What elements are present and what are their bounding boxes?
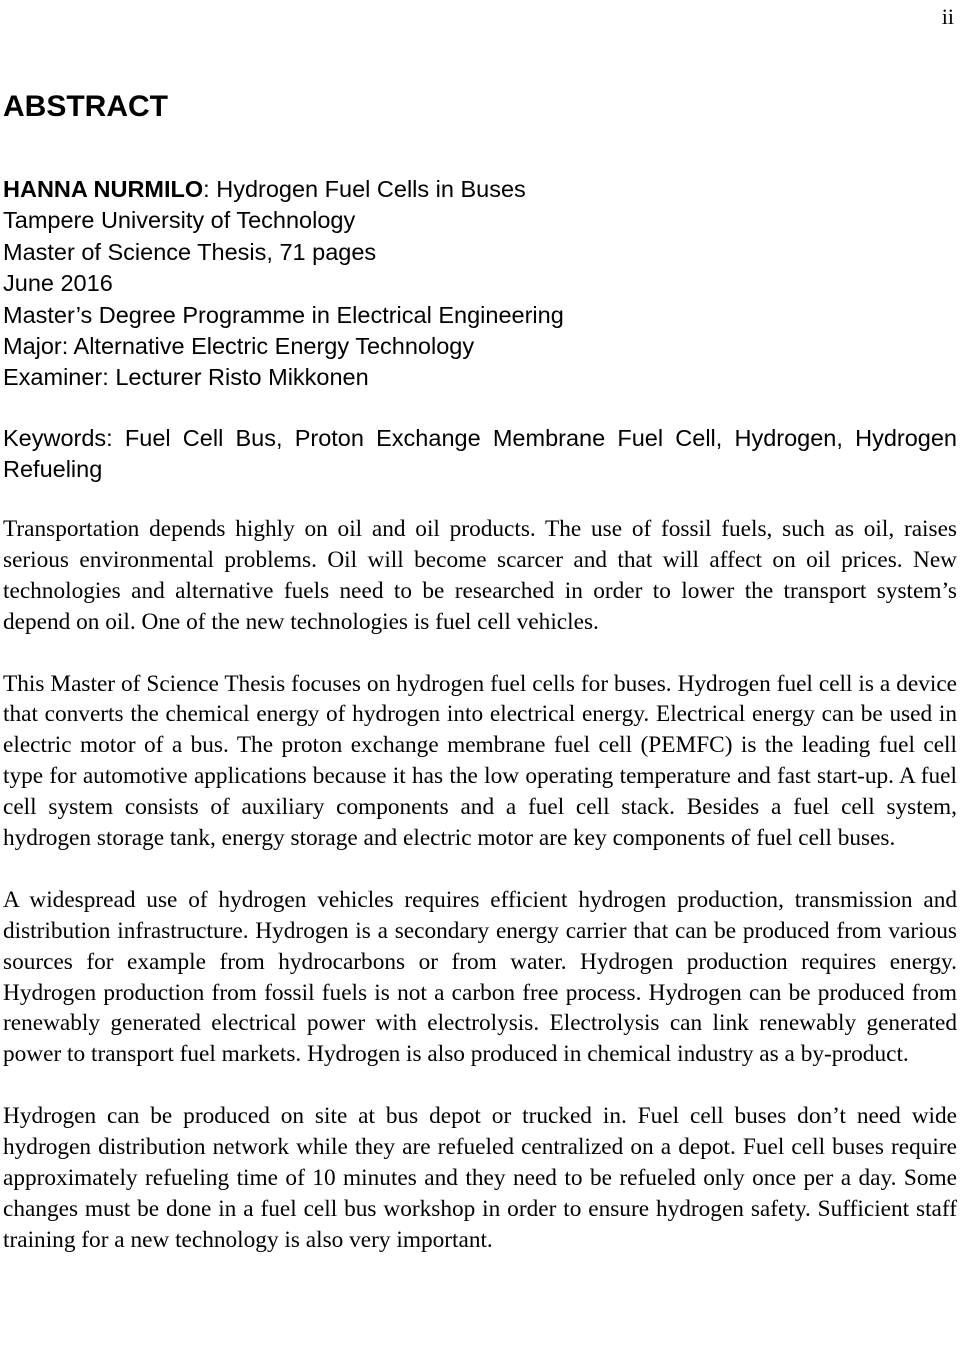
- abstract-paragraph-4: Hydrogen can be produced on site at bus depot or trucked in. Fuel cell buses don’t need wide hydrogen distribution network while they are refueled centralized on a depot. Fuel cell buses require approximately refueling time of 10 minutes and they need to be refueled only once per a day. Some changes must be done in a fuel cell bus workshop in order to ensure hydrogen safety. Sufficient staff training for a new technology is also very important.: [3, 1103, 957, 1253]
- degree-programme: Master’s Degree Programme in Electrical Engineering: [3, 301, 564, 328]
- abstract-paragraph-2: This Master of Science Thesis focuses on hydrogen fuel cells for buses. Hydrogen fuel cell is a device that converts the chemical energy of hydrogen into electrical energy. Electrical energy can be used in electric motor of a bus. The proton exchange membrane fuel cell (PEMFC) is the leading fuel cell type for automotive applications because it has the low operating temperature and fast start-up. A fuel cell system consists of auxiliary components and a fuel cell stack. Besides a fuel cell system, hydrogen storage tank, energy storage and electric motor are key components of fuel cell buses.: [3, 670, 957, 852]
- thesis-title: : Hydrogen Fuel Cells in Buses: [203, 176, 526, 202]
- abstract-body: [3, 514, 957, 1287]
- examiner: Examiner: Lecturer Risto Mikkonen: [3, 364, 369, 391]
- thesis-metadata: [3, 174, 564, 394]
- major: Major: Alternative Electric Energy Technology: [3, 333, 475, 360]
- page-number: ii: [941, 4, 954, 29]
- page-title: ABSTRACT: [3, 90, 168, 123]
- author-name: HANNA NURMILO: [3, 176, 204, 202]
- thesis-date: June 2016: [3, 270, 113, 297]
- university: Tampere University of Technology: [3, 207, 356, 234]
- abstract-paragraph-3: A widespread use of hydrogen vehicles requires efficient hydrogen production, transmission and distribution infrastructure. Hydrogen is a secondary energy carrier that can be produced from various sources for example from hydrocarbons or from water. Hydrogen production requires energy. Hydrogen production from fossil fuels is not a carbon free process. Hydrogen can be produced from renewably generated electrical power with electrolysis. Electrolysis can link renewably generated power to transport fuel markets. Hydrogen is also produced in chemical industry as a by-product.: [3, 886, 957, 1068]
- author-line: [3, 174, 564, 205]
- abstract-paragraph-1: Transportation depends highly on oil and oil products. The use of fossil fuels, such as oil, raises serious environmental problems. Oil will become scarcer and that will affect on oil prices. New technologies and alternative fuels need to be researched in order to lower the transport system’s depend on oil. One of the new technologies is fuel cell vehicles.: [3, 516, 957, 635]
- thesis-type: Master of Science Thesis, 71 pages: [3, 238, 377, 265]
- keywords: Keywords: Fuel Cell Bus, Proton Exchange Membrane Fuel Cell, Hydrogen, Hydrogen Refueling: [3, 425, 957, 482]
